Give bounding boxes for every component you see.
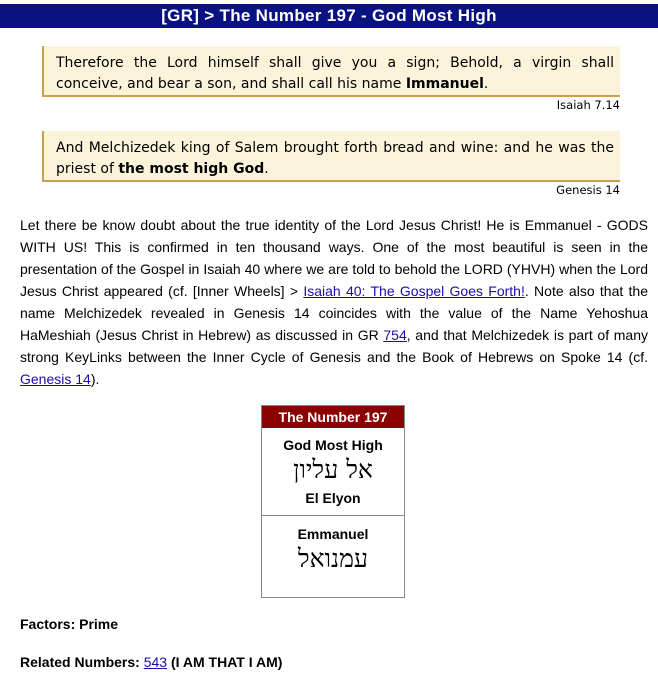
quote-isaiah — [42, 46, 620, 97]
section-divider — [262, 515, 404, 516]
citation-isaiah: Isaiah 7.14 — [556, 98, 620, 112]
related-suffix: (I AM THAT I AM) — [167, 654, 283, 670]
quote-text-end: . — [483, 76, 489, 92]
link-genesis-14[interactable]: Genesis 14 — [20, 371, 91, 387]
quote-text: And Melchizedek king of Salem brought forth bread and wine: and he was the priest of — [56, 140, 614, 177]
number-table-header: The Number 197 — [262, 406, 404, 428]
related-numbers — [20, 654, 282, 670]
para-text-4: ). — [90, 371, 100, 387]
page-title: [GR] > The Number 197 - God Most High — [0, 4, 658, 28]
body-paragraph — [20, 214, 648, 390]
link-isaiah-40[interactable]: Isaiah 40: The Gospel Goes Forth! — [303, 283, 525, 299]
link-543[interactable]: 543 — [143, 654, 168, 670]
number-table — [261, 405, 405, 598]
quote-bold: Immanuel — [405, 76, 484, 92]
para-text-3: , and that Melchizedek is part of many strong KeyLinks between the Inner Cycle of Genesis and the Book of Hebrews on Spoke 14 (cf. — [20, 327, 648, 365]
quote-text-end: . — [264, 161, 269, 177]
quote-text: Therefore the Lord himself shall give you a sign; Behold, a virgin shall conceive, and bear a son, and shall call his name — [56, 55, 614, 92]
translit-el-elyon: El Elyon — [305, 490, 361, 506]
quote-genesis — [42, 131, 620, 182]
para-text-1: Let there be know doubt about the true identity of the Lord Jesus Christ! He is Emmanuel - GODS WITH US! This is confirmed in ten thousand ways. One of the most beautiful is seen in the presentation of the Gospel in Isaiah 40 where we are told to behold the LORD (YHVH) when the Lord Jesus Christ appeared (cf. [Inner Wheels] > — [20, 217, 648, 299]
name-emmanuel: Emmanuel — [297, 526, 369, 542]
citation-genesis: Genesis 14 — [556, 183, 620, 197]
hebrew-el-elyon: אל עליון — [293, 455, 373, 484]
quote-bold: the most high God — [118, 161, 265, 177]
related-label: Related Numbers: — [20, 654, 144, 670]
factors-line: Factors: Prime — [20, 616, 119, 632]
hebrew-emmanuel: עמנואל — [297, 544, 369, 573]
link-gr-754[interactable]: 754 — [383, 327, 407, 343]
name-god-most-high: God Most High — [283, 437, 383, 453]
para-text-2: . Note also that the name Melchizedek revealed in Genesis 14 coincides with the value of the Name Yehoshua HaMeshiah (Jesus Christ in Hebrew) as discussed in GR — [20, 283, 648, 343]
